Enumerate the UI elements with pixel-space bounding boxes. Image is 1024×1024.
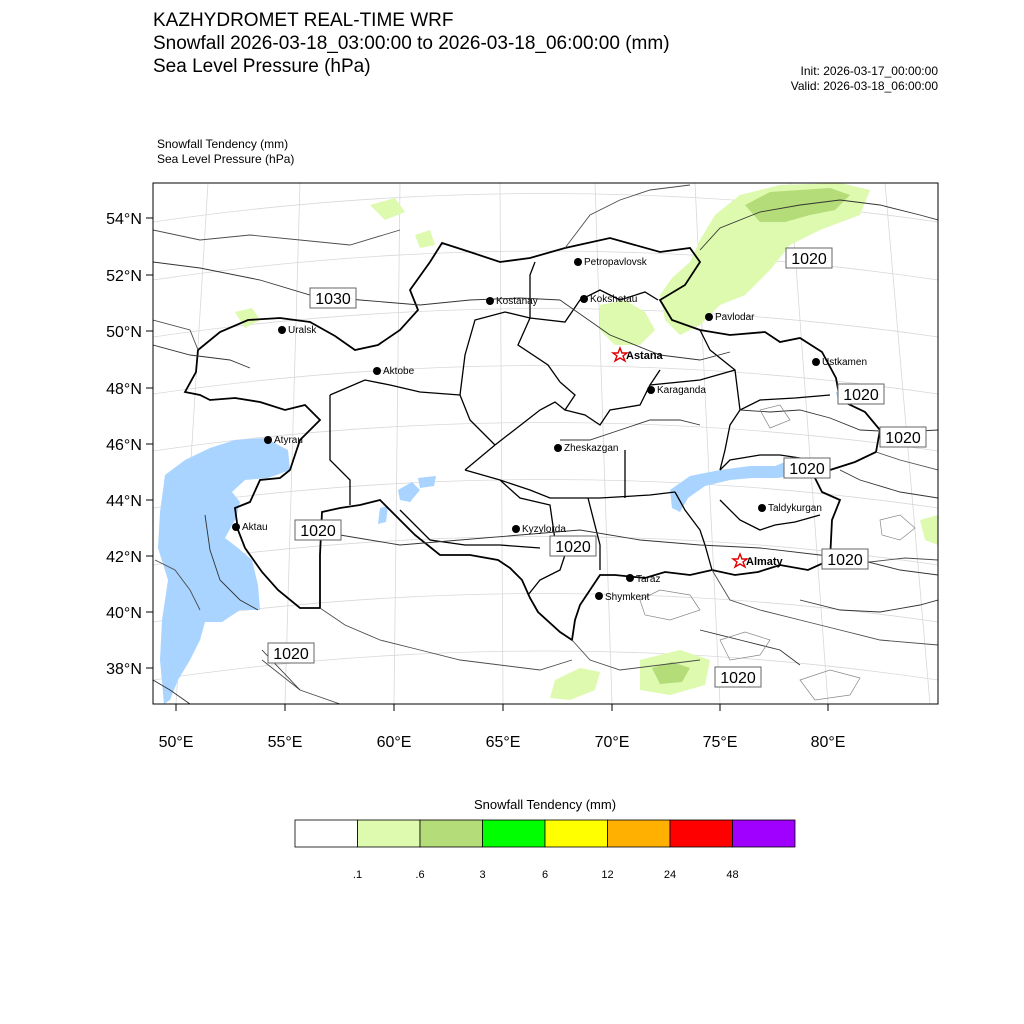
colorbar-label: 48	[726, 869, 739, 881]
lon-tick-label: 75°E	[702, 734, 738, 751]
city-label: Zheskazgan	[564, 443, 619, 454]
caspian-sea	[158, 438, 290, 704]
colorbar-label: .1	[352, 869, 363, 881]
colorbar-label: .6	[415, 869, 425, 881]
colorbar-label: 3	[479, 869, 486, 881]
lat-tick-label: 38°N	[106, 661, 142, 678]
city-label: Taraz	[636, 574, 661, 585]
svg-text:1020: 1020	[273, 646, 309, 663]
city-label: Ustkamen	[822, 357, 868, 368]
colorbar-label: 12	[601, 869, 614, 881]
city-label: Petropavlovsk	[584, 257, 647, 268]
city-label: Almaty	[746, 556, 783, 568]
svg-text:1030: 1030	[315, 291, 351, 308]
isobar-label	[786, 248, 832, 268]
snow-patch-east	[920, 515, 938, 545]
city-kyzylorda	[512, 524, 566, 535]
svg-text:1020: 1020	[791, 251, 827, 268]
isobar-label	[715, 667, 761, 687]
isobar-label	[838, 384, 884, 404]
colorbar-box	[420, 820, 483, 847]
lat-tick-label: 46°N	[106, 437, 142, 454]
lat-tick-label: 42°N	[106, 549, 142, 566]
city-label: Aktau	[242, 522, 268, 533]
city-shymkent	[595, 592, 650, 603]
isobar-label	[295, 520, 341, 540]
isobar-label	[784, 458, 830, 478]
city-label: Uralsk	[288, 325, 317, 336]
city-ustkamen	[812, 357, 867, 368]
svg-text:1020: 1020	[555, 539, 591, 556]
svg-text:1020: 1020	[720, 670, 756, 687]
city-label: Kostanay	[496, 296, 538, 307]
water-bodies	[158, 388, 850, 704]
city-label: Aktobe	[383, 366, 415, 377]
colorbar-box	[483, 820, 546, 847]
city-astana	[613, 348, 664, 362]
city-label: Shymkent	[605, 592, 650, 603]
city-label: Astana	[626, 350, 663, 362]
city-label: Pavlodar	[715, 312, 755, 323]
lat-tick-label: 40°N	[106, 605, 142, 622]
lon-labels	[159, 734, 846, 751]
snow-patch-uralsk	[235, 308, 260, 328]
lon-tick-label: 70°E	[594, 734, 630, 751]
city-petropavlovsk	[574, 257, 648, 268]
city-aktau	[232, 522, 268, 533]
city-kostanay	[486, 296, 538, 307]
city-zheskazgan	[554, 443, 618, 454]
colorbar-box	[670, 820, 733, 847]
city-uralsk	[278, 325, 317, 336]
isobar-label	[880, 427, 926, 447]
colorbar	[295, 820, 795, 881]
city-taldykurgan	[758, 503, 822, 514]
lat-tick-label: 50°N	[106, 324, 142, 341]
isobar-label	[310, 288, 356, 308]
svg-text:1020: 1020	[885, 430, 921, 447]
title-line-2: Snowfall 2026-03-18_03:00:00 to 2026-03-18_06:00:00 (mm)	[153, 33, 670, 54]
colorbar-title: Snowfall Tendency (mm)	[473, 797, 617, 812]
city-label: Karaganda	[657, 385, 706, 396]
city-aktobe	[373, 366, 415, 377]
colorbar-box	[545, 820, 608, 847]
snow-patch-west2	[415, 230, 435, 248]
field-label-snowfall: Snowfall Tendency (mm)	[157, 137, 289, 151]
init-time: Init: 2026-03-17_00:00:00	[800, 64, 938, 78]
lon-tick-label: 60°E	[376, 734, 412, 751]
snow-patch-south	[550, 668, 600, 700]
colorbar-label: 24	[663, 869, 677, 881]
colorbar-box	[733, 820, 796, 847]
city-label: Atyrau	[274, 435, 303, 446]
field-label-pressure: Sea Level Pressure (hPa)	[157, 152, 295, 166]
city-label: Kokshetau	[590, 294, 638, 305]
city-label: Kyzylorda	[522, 524, 566, 535]
svg-text:1020: 1020	[827, 552, 863, 569]
lat-tick-label: 44°N	[106, 493, 142, 510]
title-line-3: Sea Level Pressure (hPa)	[153, 56, 371, 77]
lat-tick-label: 52°N	[106, 268, 142, 285]
valid-time: Valid: 2026-03-18_06:00:00	[790, 79, 938, 93]
colorbar-box	[358, 820, 421, 847]
colorbar-box	[608, 820, 671, 847]
colorbar-box	[295, 820, 358, 847]
lat-tick-label: 54°N	[106, 211, 142, 228]
lon-tick-label: 65°E	[485, 734, 521, 751]
lon-tick-label: 50°E	[158, 734, 194, 751]
isobar-label	[268, 643, 314, 663]
svg-text:1020: 1020	[789, 461, 825, 478]
lat-tick-label: 48°N	[106, 381, 142, 398]
city-taraz	[626, 574, 660, 585]
isobar-label	[822, 549, 868, 569]
lat-labels	[106, 211, 142, 678]
isobar-labels	[268, 248, 926, 687]
city-label: Taldykurgan	[768, 503, 822, 514]
svg-text:1020: 1020	[843, 387, 879, 404]
lon-tick-label: 55°E	[267, 734, 303, 751]
title-line-1: KAZHYDROMET REAL-TIME WRF	[153, 10, 454, 31]
city-almaty	[733, 554, 784, 568]
svg-text:1020: 1020	[300, 523, 336, 540]
lon-tick-label: 80°E	[810, 734, 846, 751]
snow-patch-astana	[600, 300, 655, 345]
colorbar-label: 6	[541, 869, 549, 881]
city-karaganda	[647, 385, 706, 396]
isobar-label	[550, 536, 596, 556]
